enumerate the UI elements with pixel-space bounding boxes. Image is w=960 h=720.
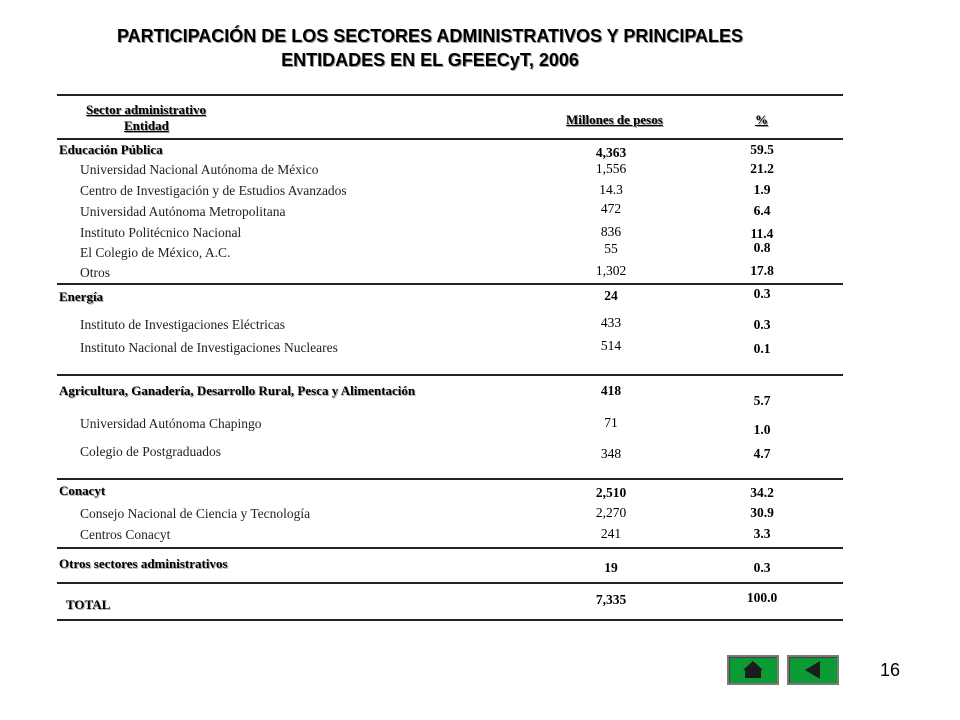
entity-cnct-percent: 30.9 bbox=[750, 505, 774, 520]
section-rule-2 bbox=[57, 374, 843, 376]
total-percent: 100.0 bbox=[746, 590, 778, 605]
entity-uam: Universidad Autónoma Metropolitana bbox=[80, 204, 286, 219]
entity-uam-percent: 6.4 bbox=[753, 203, 771, 218]
sector-conacyt-percent: 34.2 bbox=[750, 485, 774, 500]
entity-otros: Otros bbox=[80, 265, 110, 280]
entity-colpos: Colegio de Postgraduados bbox=[80, 444, 221, 459]
entity-centros-conacyt-millions: 241 bbox=[600, 526, 622, 541]
sector-agricultura: Agricultura, Ganadería, Desarrollo Rural, Pesca y Alimentación bbox=[59, 383, 416, 398]
home-icon bbox=[729, 657, 777, 683]
header-percent: % bbox=[755, 112, 768, 127]
entity-otros-millions: 1,302 bbox=[595, 263, 627, 278]
table-top-rule bbox=[57, 94, 843, 96]
section-rule-5 bbox=[57, 582, 843, 584]
back-button[interactable] bbox=[787, 655, 839, 685]
entity-colmex-percent: 0.8 bbox=[753, 240, 771, 255]
section-rule-1 bbox=[57, 283, 843, 285]
header-sector: Sector administrativo bbox=[86, 102, 206, 117]
entity-cnct: Consejo Nacional de Ciencia y Tecnología bbox=[80, 506, 311, 521]
entity-ipn: Instituto Politécnico Nacional bbox=[80, 225, 242, 240]
entity-inin: Instituto Nacional de Investigaciones Nucleares bbox=[80, 340, 338, 355]
slide-title-line1: PARTICIPACIÓN DE LOS SECTORES ADMINISTRATIVOS Y PRINCIPALES bbox=[116, 26, 744, 46]
entity-unam: Universidad Nacional Autónoma de México bbox=[80, 162, 319, 177]
entity-centros-conacyt-percent: 3.3 bbox=[753, 526, 771, 541]
entity-inin-millions: 514 bbox=[600, 338, 622, 353]
entity-unam-millions: 1,556 bbox=[595, 161, 627, 176]
page-number: 16 bbox=[880, 660, 901, 680]
entity-chapingo-millions: 71 bbox=[604, 415, 618, 430]
home-button[interactable] bbox=[727, 655, 779, 685]
entity-colmex: El Colegio de México, A.C. bbox=[80, 245, 231, 260]
slide-title-line2: ENTIDADES EN EL GFEECyT, 2006 bbox=[281, 50, 579, 70]
sector-otros-millions: 19 bbox=[604, 560, 618, 575]
header-rule bbox=[57, 138, 843, 140]
sector-educacion-percent: 59.5 bbox=[750, 142, 774, 157]
section-rule-4 bbox=[57, 547, 843, 549]
entity-otros-percent: 17.8 bbox=[750, 263, 774, 278]
total-millions: 7,335 bbox=[595, 592, 627, 607]
entity-chapingo-percent: 1.0 bbox=[753, 422, 771, 437]
sector-conacyt-millions: 2,510 bbox=[595, 485, 627, 500]
total-label: TOTAL bbox=[66, 597, 111, 612]
sector-energia: Energía bbox=[59, 289, 104, 304]
entity-iie-millions: 433 bbox=[600, 315, 622, 330]
sector-energia-millions: 24 bbox=[604, 288, 618, 303]
entity-uam-millions: 472 bbox=[600, 201, 622, 216]
entity-inin-percent: 0.1 bbox=[753, 341, 771, 356]
entity-chapingo: Universidad Autónoma Chapingo bbox=[80, 416, 262, 431]
sector-educacion-millions: 4,363 bbox=[595, 145, 627, 160]
entity-colpos-millions: 348 bbox=[600, 446, 622, 461]
back-arrow-icon bbox=[789, 657, 837, 683]
header-millions: Millones de pesos bbox=[566, 112, 663, 127]
section-rule-3 bbox=[57, 478, 843, 480]
entity-ipn-millions: 836 bbox=[600, 224, 622, 239]
entity-cinvestav-percent: 1.9 bbox=[753, 182, 771, 197]
sector-agricultura-millions: 418 bbox=[600, 383, 622, 398]
sector-energia-percent: 0.3 bbox=[753, 286, 771, 301]
entity-colpos-percent: 4.7 bbox=[753, 446, 771, 461]
entity-cinvestav: Centro de Investigación y de Estudios Avanzados bbox=[80, 183, 347, 198]
sector-otros-percent: 0.3 bbox=[753, 560, 771, 575]
entity-iie: Instituto de Investigaciones Eléctricas bbox=[80, 317, 286, 332]
sector-agricultura-percent: 5.7 bbox=[753, 393, 771, 408]
entity-iie-percent: 0.3 bbox=[753, 317, 771, 332]
entity-colmex-millions: 55 bbox=[604, 241, 618, 256]
table-bottom-rule bbox=[57, 619, 843, 621]
entity-cinvestav-millions: 14.3 bbox=[599, 182, 623, 197]
entity-unam-percent: 21.2 bbox=[750, 161, 774, 176]
sector-otros: Otros sectores administrativos bbox=[59, 556, 228, 571]
entity-centros-conacyt: Centros Conacyt bbox=[80, 527, 171, 542]
sector-educacion: Educación Pública bbox=[59, 142, 163, 157]
sector-conacyt: Conacyt bbox=[59, 483, 106, 498]
entity-ipn-percent: 11.4 bbox=[750, 226, 774, 241]
entity-cnct-millions: 2,270 bbox=[595, 505, 627, 520]
header-entity: Entidad bbox=[124, 118, 169, 133]
